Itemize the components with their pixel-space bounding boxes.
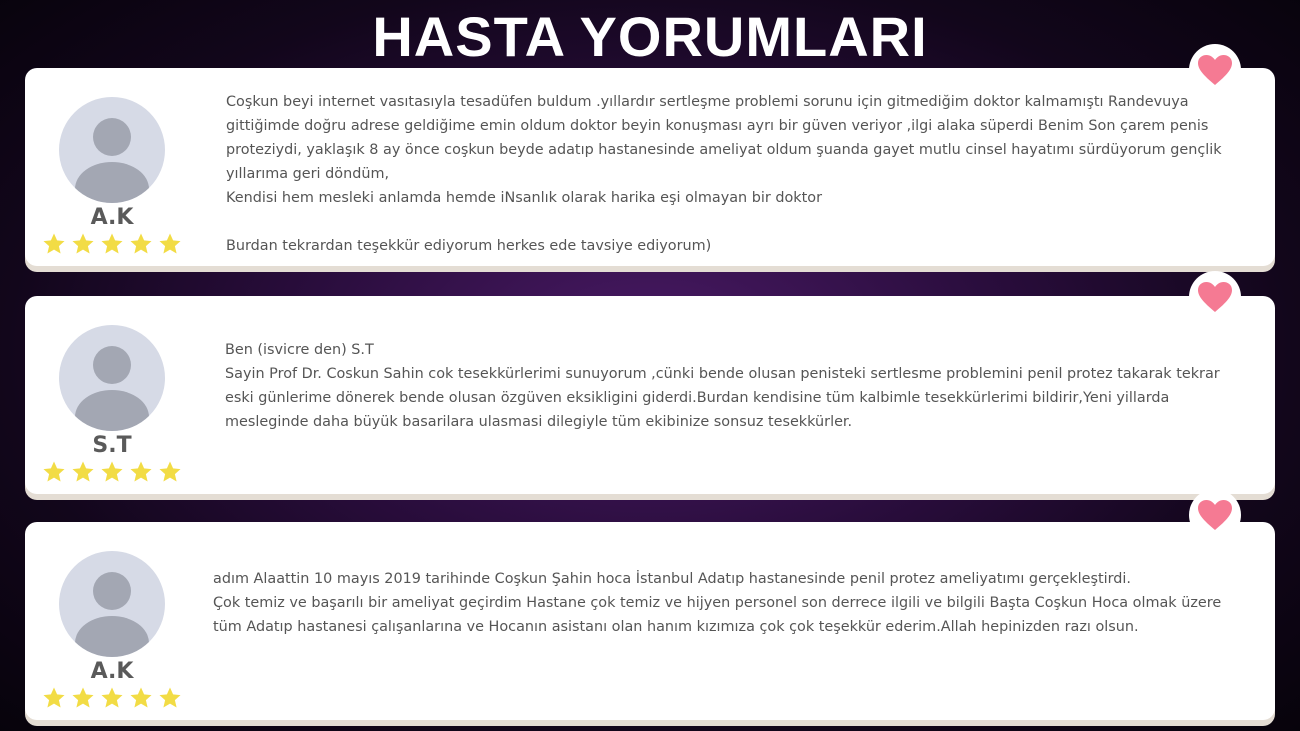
reviewer-name: A.K <box>90 659 134 684</box>
review-text: Coşkun beyi internet vasıtasıyla tesadüfen buldum .yıllardır sertleşme problemi sorunu için gitmediğim doktor kalmamıştı Randevuya gittiğimde doğru adrese geldiğime emin oldum doktor beyin konuşması ayrı bir güven veriyor ,ilgi alaka süperdi Benim Son çarem penis proteziydi, yaklaşık 8 ay önce coşkun beyde adatıp hastanesinde ameliyat oldum şuanda gayet mutlu cinsel hayatımı sürdüyorum gençlik yıllarıma geri döndüm, Kendisi hem mesleki anlamda hemde iNsanlık olarak harika eşi olmayan bir doktor Burdan tekrardan teşekkür ediyorum herkes ede tavsiye ediyorum) <box>226 94 1222 254</box>
page-title: HASTA YORUMLARI <box>372 5 928 68</box>
star-icon <box>158 686 182 714</box>
review-card <box>25 68 1275 266</box>
star-rating <box>42 460 182 488</box>
review-text: adım Alaattin 10 mayıs 2019 tarihinde Coşkun Şahin hoca İstanbul Adatıp hastanesinde penil protez ameliyatımı gerçekleştirdi. Çok temiz ve başarılı bir ameliyat geçirdim Hastane çok temiz ve hijyen personel son derrece ilgili ve bilgili Başta Coşkun Hoca olmak üzere tüm Adatıp hastanesi çalışanlarına ve Hocanın asistanı olan hanım kızımıza çok çok teşekkür ederim.Allah hepinizden razı olsun. <box>213 571 1222 635</box>
user-avatar-icon <box>59 325 165 431</box>
star-icon <box>42 686 66 714</box>
star-rating <box>42 232 182 260</box>
star-icon <box>129 460 153 488</box>
heart-icon <box>1189 271 1241 323</box>
review-card <box>25 296 1275 494</box>
heart-icon <box>1189 44 1241 96</box>
star-rating <box>42 686 182 714</box>
star-icon <box>100 232 124 260</box>
star-icon <box>158 460 182 488</box>
user-avatar-icon <box>59 551 165 657</box>
heart-icon <box>1189 489 1241 541</box>
star-icon <box>129 686 153 714</box>
star-icon <box>100 686 124 714</box>
review-text: Ben (isvicre den) S.T Sayin Prof Dr. Coskun Sahin cok tesekkürlerimi sunuyorum ,cünki bende olusan penisteki sertlesme problemini penil protez takarak tekrar eski günlerime dönerek bende olusan özgüven eksikligini giderdi.Burdan kendisine tüm kalbimle tesekkürlerimi bildirir,Yeni yillarda mesleginde daha büyük basarilara ulasmasi dilegiyle tüm ekibinize sonsuz tesekkürler. <box>225 342 1220 430</box>
star-icon <box>100 460 124 488</box>
star-icon <box>71 686 95 714</box>
star-icon <box>71 232 95 260</box>
reviewer-name: A.K <box>90 205 134 230</box>
star-icon <box>71 460 95 488</box>
review-card <box>25 522 1275 720</box>
star-icon <box>42 232 66 260</box>
user-avatar-icon <box>59 97 165 203</box>
star-icon <box>158 232 182 260</box>
star-icon <box>129 232 153 260</box>
reviewer-name: S.T <box>92 433 132 458</box>
star-icon <box>42 460 66 488</box>
